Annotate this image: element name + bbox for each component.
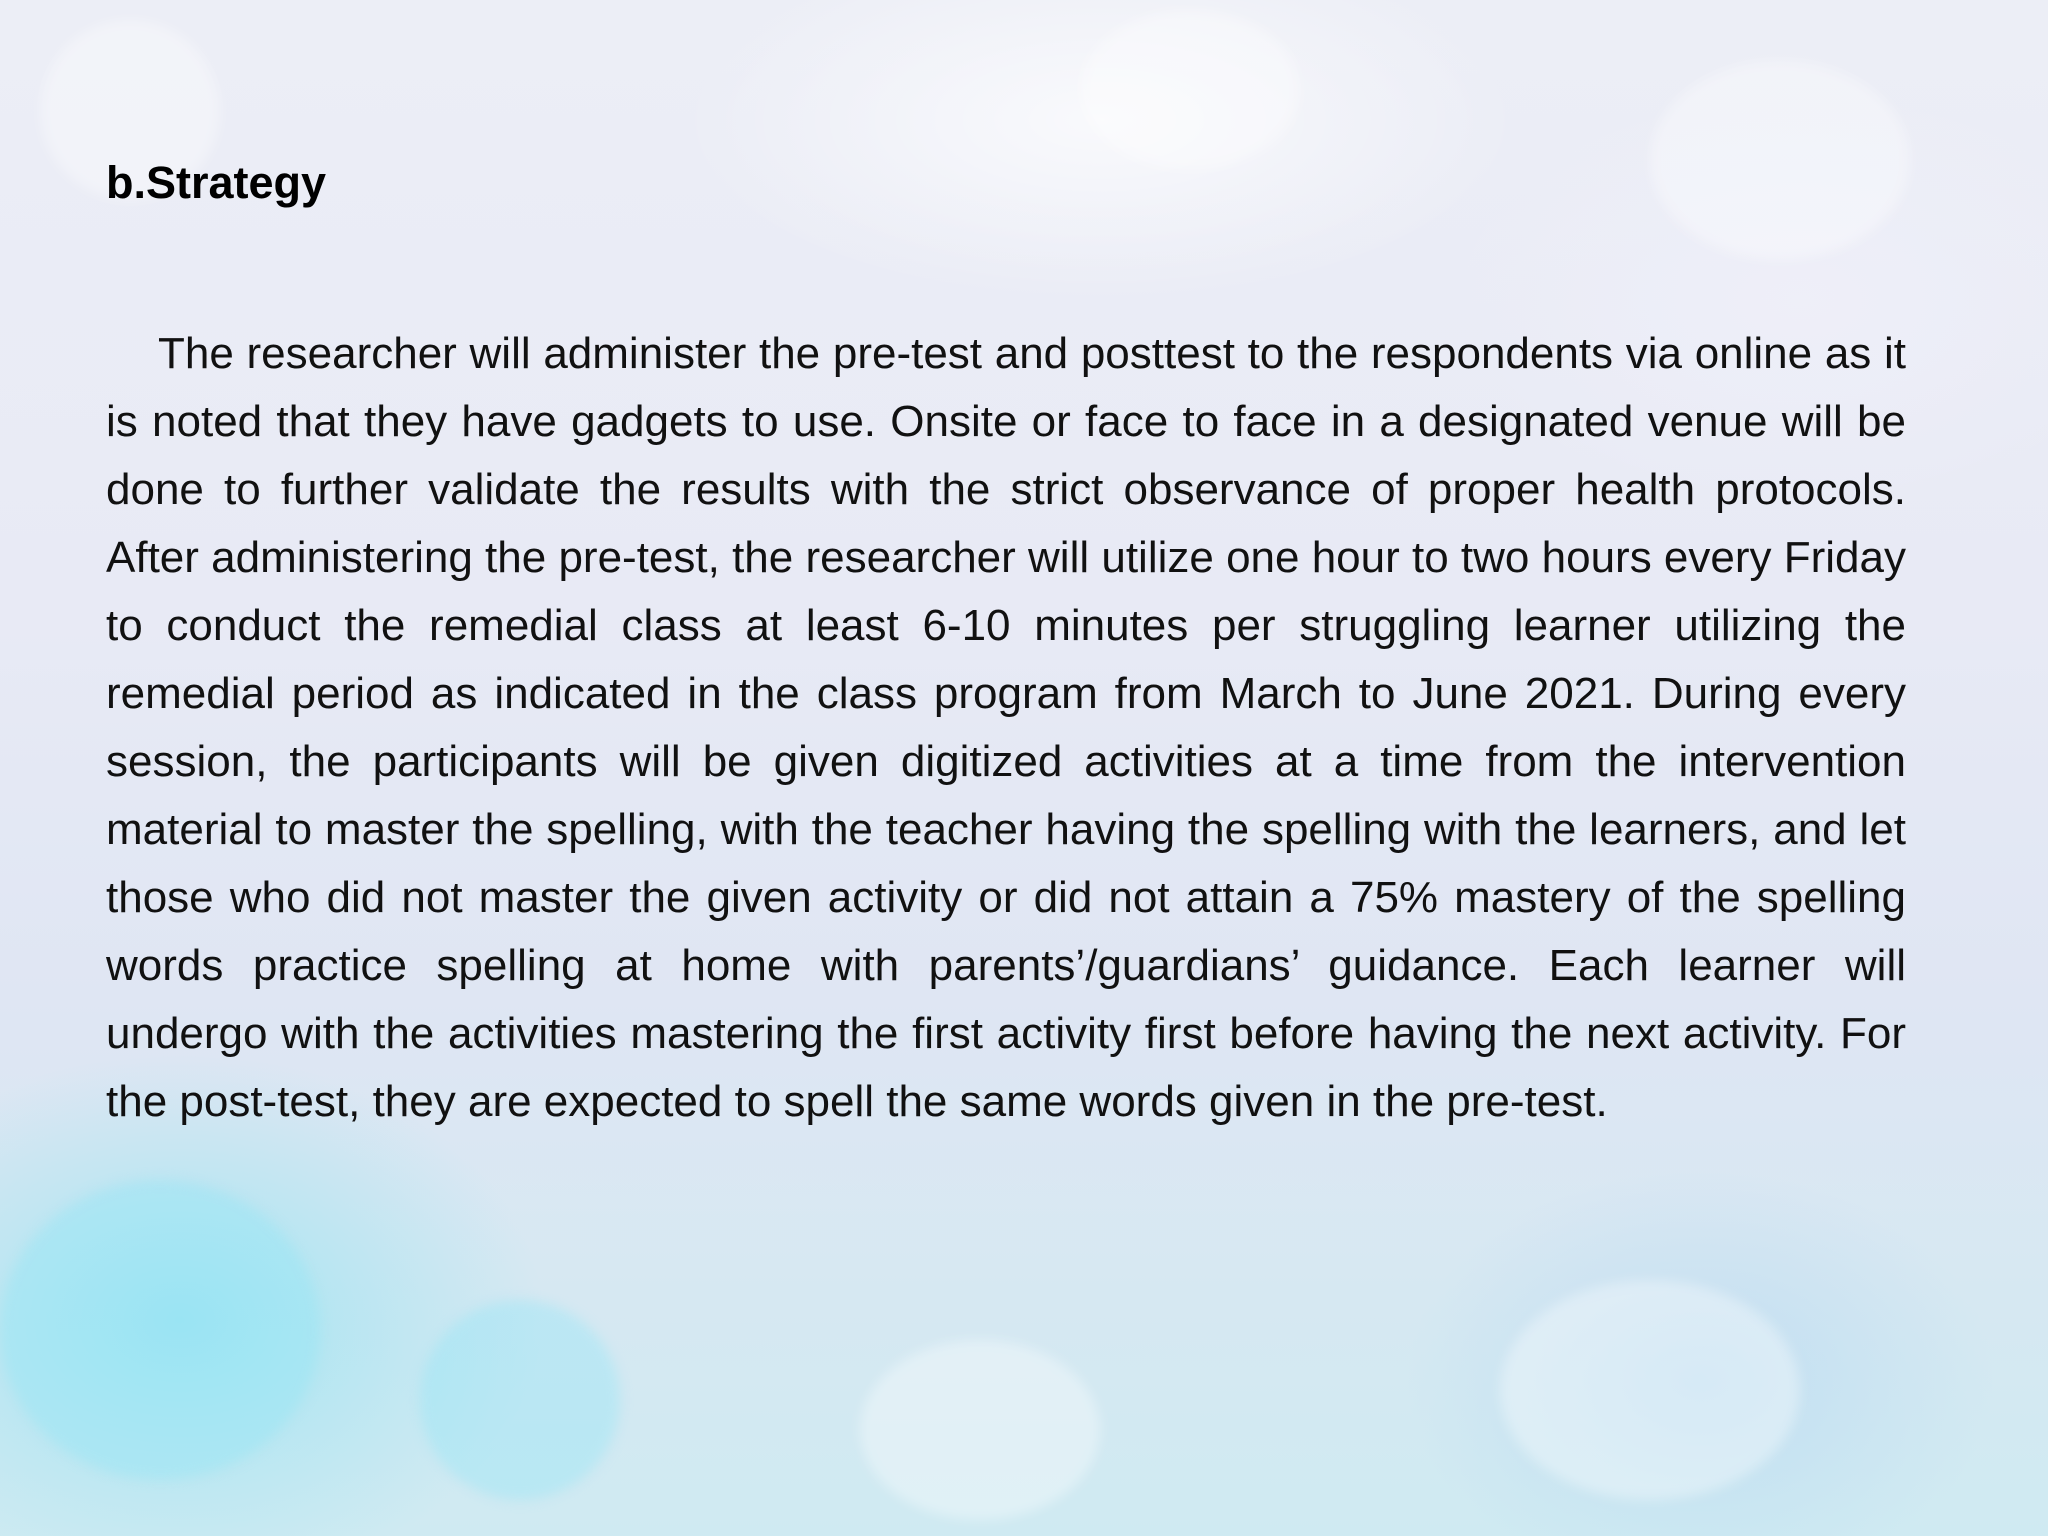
- background-bokeh: [1080, 10, 1300, 170]
- background-bokeh: [420, 1300, 620, 1500]
- background-bokeh: [1500, 1280, 1800, 1500]
- background-bokeh: [860, 1340, 1100, 1520]
- body-paragraph: The researcher will administer the pre-test and posttest to the respondents via online as it is noted that they have gadgets to use. Onsite or face to face in a designated venue will be done to further validate the results with the strict observance of proper health protocols. After administering the pre-test, the researcher will utilize one hour to two hours every Friday to conduct the remedial class at least 6-10 minutes per struggling learner utilizing the remedial period as indicated in the class program from March to June 2021. During every session, the participants will be given digitized activities at a time from the intervention material to master the spelling, with the teacher having the spelling with the learners, and let those who did not master the given activity or did not attain a 75% mastery of the spelling words practice spelling at home with parents’/guardians’ guidance. Each learner will undergo with the activities mastering the first activity first before having the next activity. For the post-test, they are expected to spell the same words given in the pre-test.: [106, 329, 1906, 1126]
- slide-content: [106, 150, 1906, 1136]
- section-heading: b.Strategy: [106, 157, 327, 208]
- background-bokeh: [0, 1180, 320, 1480]
